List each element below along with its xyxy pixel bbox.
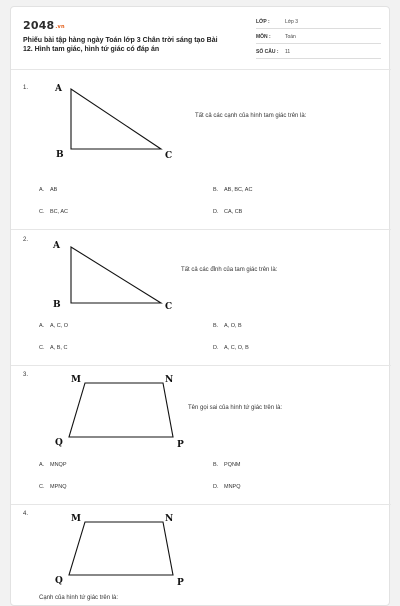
option-d[interactable]: D. MNPQ <box>213 484 241 490</box>
vertex-label: C <box>165 302 173 312</box>
question-number: 2. <box>23 237 29 243</box>
option-c[interactable]: C. A, B, C <box>39 345 68 351</box>
question-divider <box>11 229 391 230</box>
worksheet-page <box>10 6 390 606</box>
meta-class-row <box>256 17 381 29</box>
option-a[interactable]: A. MNQP <box>39 462 67 468</box>
question-divider <box>11 504 391 505</box>
vertex-label: P <box>177 578 184 588</box>
vertex-label: B <box>53 300 61 310</box>
option-d[interactable]: D. CA, CB <box>213 209 243 215</box>
option-c[interactable]: C. MPNQ <box>39 484 67 490</box>
document-title: Phiếu bài tập hàng ngày Toán lớp 3 Chân trời sáng tạo Bài 12. Hình tam giác, hình tứ giác có đáp án <box>23 37 218 53</box>
question-number: 4. <box>23 511 29 517</box>
vertex-label: A <box>55 84 62 94</box>
option-a[interactable]: A. AB <box>39 187 58 193</box>
meta-value: Toán <box>285 34 296 40</box>
logo-suffix: .vn <box>55 24 65 30</box>
vertex-label: M <box>71 375 81 385</box>
quadrilateral-figure <box>39 369 184 454</box>
vertex-label: N <box>165 514 174 524</box>
option-b[interactable]: B. A, O, B <box>213 323 242 329</box>
option-b[interactable]: B. PQNM <box>213 462 241 468</box>
question-stem: Tất cả các cạnh của hình tam giác trên là: <box>195 113 307 119</box>
quadrilateral-figure <box>39 507 184 592</box>
question-stem: Tất cả các đỉnh của tam giác trên là: <box>181 267 278 273</box>
meta-value: Lớp 3 <box>285 19 299 25</box>
vertex-label: Q <box>55 576 63 586</box>
meta-count-row <box>256 47 381 59</box>
site-logo[interactable] <box>23 19 65 32</box>
vertex-label: B <box>56 150 64 160</box>
header-divider <box>11 69 391 70</box>
question-divider <box>11 365 391 366</box>
option-c[interactable]: C. BC, AC <box>39 209 69 215</box>
option-d[interactable]: D. A, C, O, B <box>213 345 249 351</box>
question-stem: Cạnh của hình tứ giác trên là: <box>39 595 119 601</box>
meta-subject-row <box>256 32 381 44</box>
vertex-label: M <box>71 514 81 524</box>
vertex-label: P <box>177 440 184 450</box>
meta-value: 11 <box>285 49 291 55</box>
vertex-label: C <box>165 151 173 161</box>
logo-main: 2048 <box>23 19 55 32</box>
vertex-label: A <box>53 241 60 251</box>
meta-key: LỚP : <box>256 19 270 25</box>
question-stem: Tên gọi sai của hình tứ giác trên là: <box>188 405 283 411</box>
meta-key: MÔN : <box>256 34 271 40</box>
option-a[interactable]: A. A, C, O <box>39 323 69 329</box>
question-number: 1. <box>23 85 29 91</box>
meta-key: SỐ CÂU : <box>256 49 279 55</box>
question-number: 3. <box>23 372 29 378</box>
triangle-figure <box>39 235 179 315</box>
option-b[interactable]: B. AB, BC, AC <box>213 187 253 193</box>
triangle-figure <box>39 79 179 159</box>
vertex-label: Q <box>55 438 63 448</box>
vertex-label: N <box>165 375 174 385</box>
